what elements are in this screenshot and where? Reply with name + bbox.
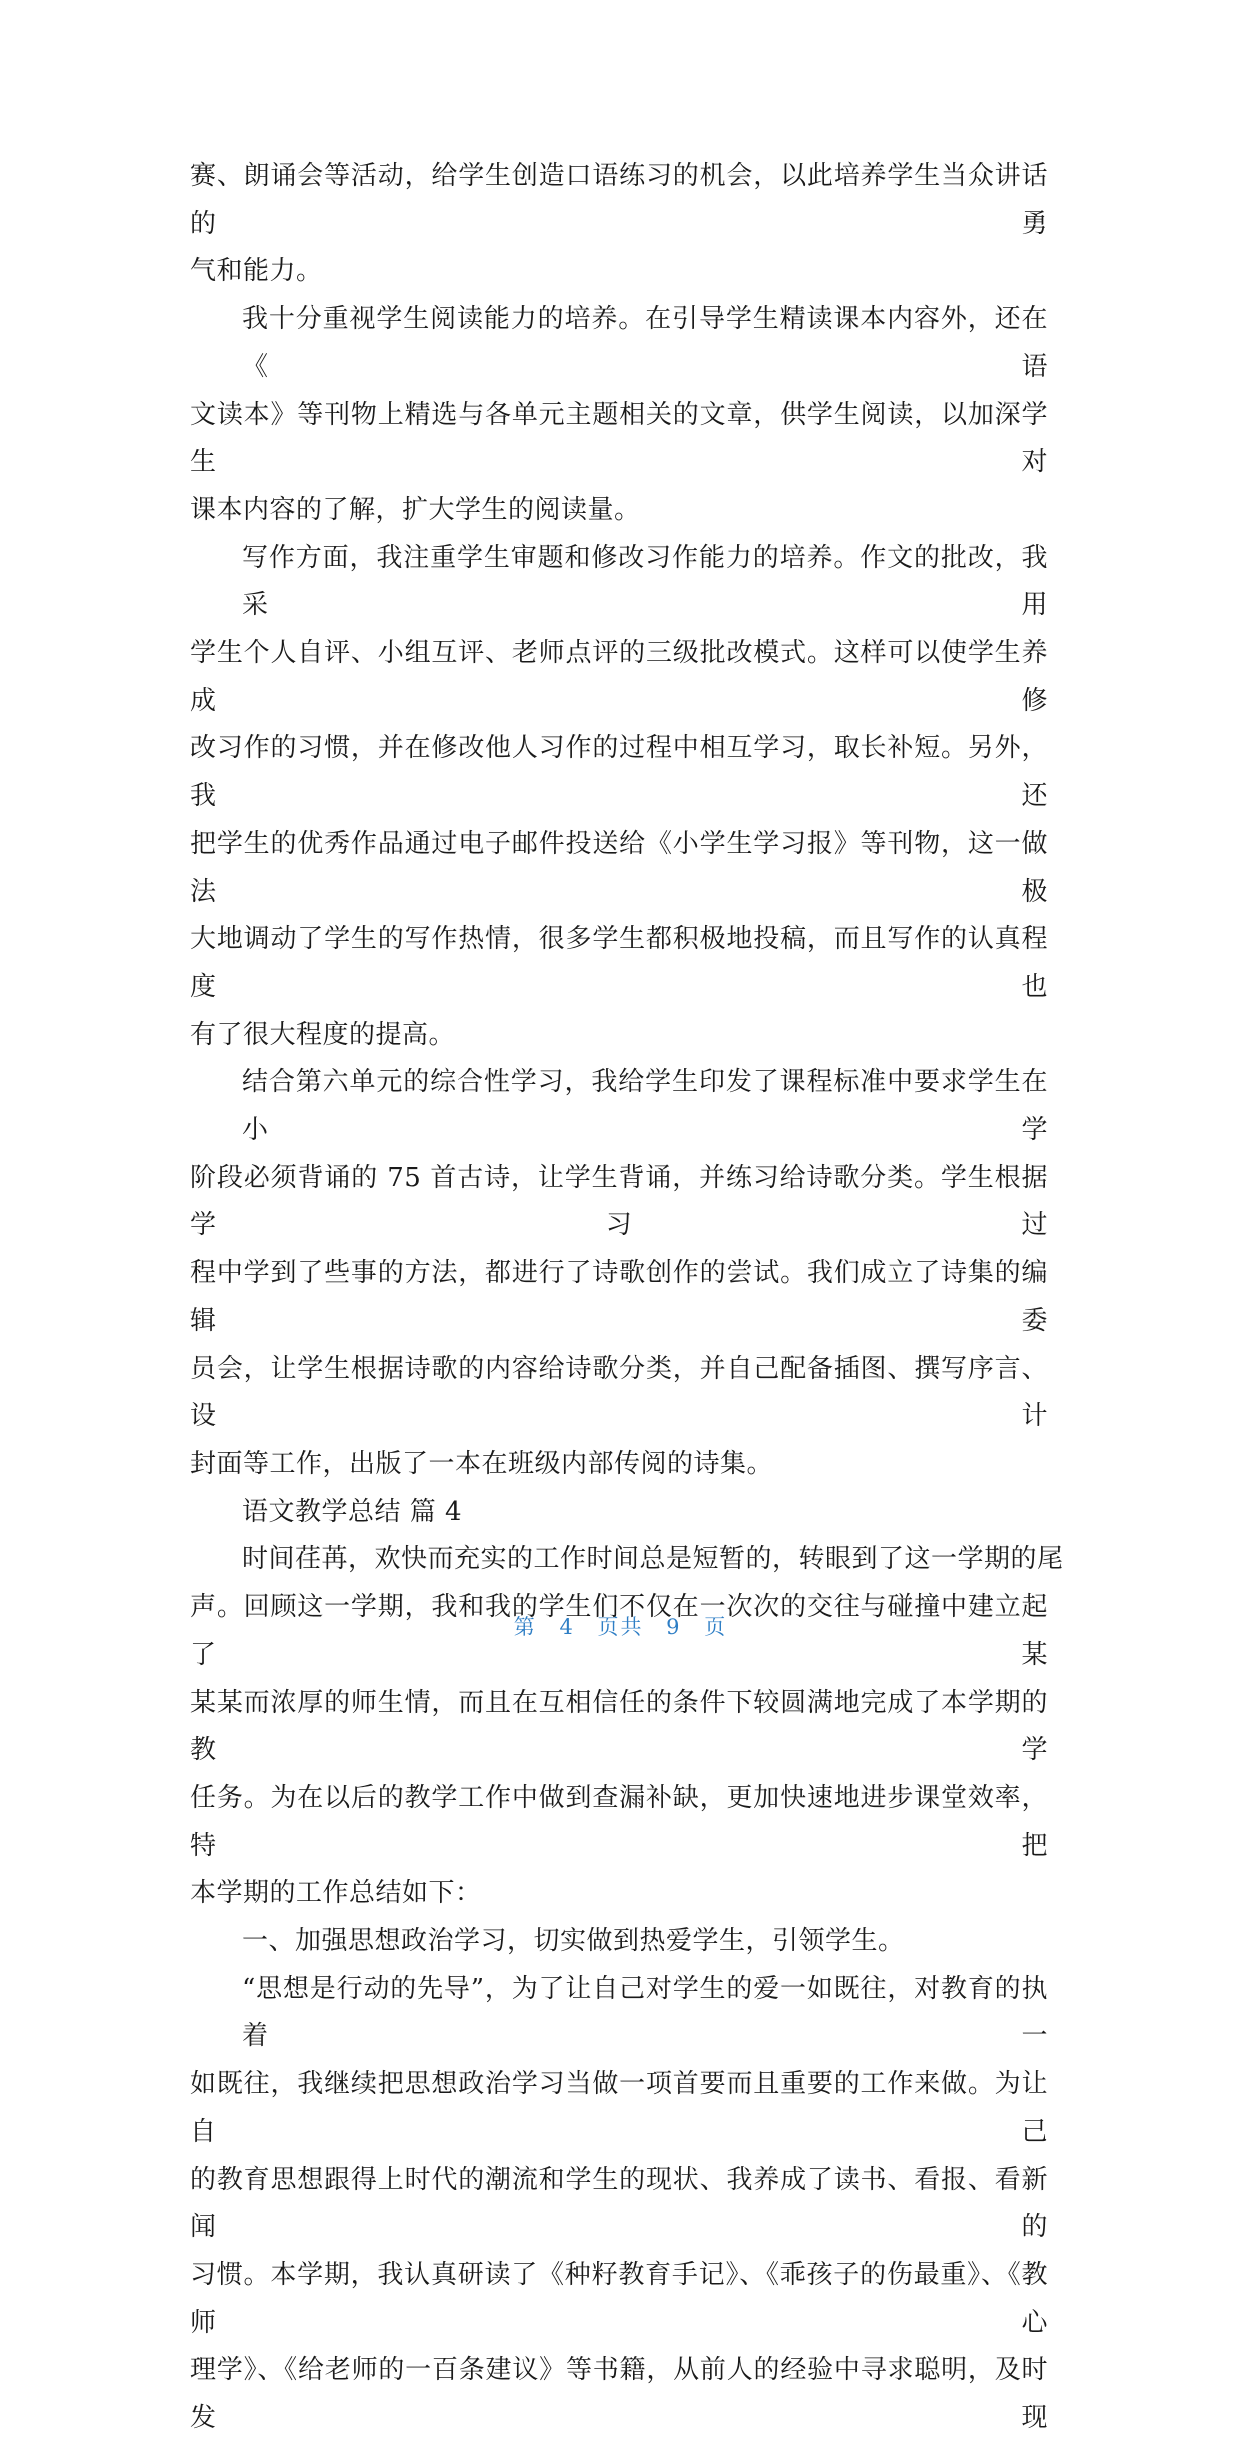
text-line: 员会，让学生根据诗歌的内容给诗歌分类，并自己配备插图、撰写序言、设计 <box>190 1353 1048 1432</box>
text-line: 声。回顾这一学期，我和我的学生们不仅在一次次的交往与碰撞中建立起了某 <box>190 1592 1048 1670</box>
text-line: 写作方面，我注重学生审题和修改习作能力的培养。作文的批改，我采用 <box>242 542 1048 621</box>
text-line: 程中学到了些事的方法，都进行了诗歌创作的尝试。我们成立了诗集的编辑委 <box>190 1258 1048 1336</box>
text-line: 文读本》等刊物上精选与各单元主题相关的文章，供学生阅读，以加深学生对 <box>190 399 1048 478</box>
text-line: 语文教学总结 篇 4 <box>242 1496 463 1527</box>
text-line: 我十分重视学生阅读能力的培养。在引导学生精读课本内容外，还在《语 <box>242 304 1048 382</box>
text-line: 如既往，我继续把思想政治学习当做一项首要而且重要的工作来做。为让自己 <box>190 2069 1048 2147</box>
text-line: 习惯。本学期，我认真研读了《种籽教育手记》、《乖孩子的伤最重》、《教师心 <box>190 2259 1048 2338</box>
text-line: 封面等工作，出版了一本在班级内部传阅的诗集。 <box>190 1448 774 1479</box>
text-line: 时间荏苒，欢快而充实的工作时间总是短暂的，转眼到了这一学期的尾 <box>242 1544 1064 1575</box>
text-line: 理学》、《给老师的一百条建议》等书籍，从前人的经验中寻求聪明，及时发现 <box>190 2355 1048 2434</box>
text-line: 把学生的优秀作品通过电子邮件投送给《小学生学习报》等刊物，这一做法极 <box>190 828 1048 907</box>
text-line: 气和能力。 <box>190 256 323 287</box>
page-number-footer: 第 4 页共 9 页 <box>513 1615 728 1639</box>
text-line: 课本内容的了解，扩大学生的阅读量。 <box>190 494 641 525</box>
text-line: “思想是行动的先导”，为了让自己对学生的爱一如既往，对教育的执着一 <box>242 1973 1048 2052</box>
text-line: 结合第六单元的综合性学习，我给学生印发了课程标准中要求学生在小学 <box>242 1067 1048 1146</box>
text-line: 赛、朗诵会等活动，给学生创造口语练习的机会，以此培养学生当众讲话的勇 <box>190 161 1048 239</box>
document-body <box>190 153 1064 2443</box>
text-line: 一、加强思想政治学习，切实做到热爱学生，引领学生。 <box>242 1926 905 1957</box>
text-line: 大地调动了学生的写作热情，很多学生都积极地投稿，而且写作的认真程度也 <box>190 924 1048 1002</box>
text-line: 某某而浓厚的师生情，而且在互相信任的条件下较圆满地完成了本学期的教学 <box>190 1687 1048 1766</box>
text-line: 的教育思想跟得上时代的潮流和学生的现状、我养成了读书、看报、看新闻的 <box>190 2164 1048 2243</box>
text-line: 任务。为在以后的教学工作中做到查漏补缺，更加快速地进步课堂效率，特把 <box>190 1782 1048 1861</box>
text-line: 学生个人自评、小组互评、老师点评的三级批改模式。这样可以使学生养成修 <box>190 638 1048 716</box>
text-line: 有了很大程度的提高。 <box>190 1019 456 1050</box>
text-line: 改习作的习惯，并在修改他人习作的过程中相互学习，取长补短。另外，我还 <box>190 733 1048 812</box>
text-line: 本学期的工作总结如下： <box>190 1878 482 1909</box>
text-line: 阶段必须背诵的 75 首古诗，让学生背诵，并练习给诗歌分类。学生根据学习过 <box>190 1162 1048 1241</box>
